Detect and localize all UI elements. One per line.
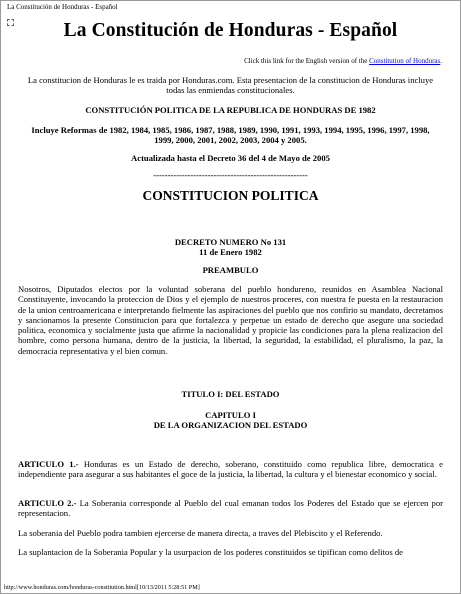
english-prefix: Click this link for the English version of the (244, 57, 370, 65)
updated-text: Actualizada hasta el Decreto 36 del 4 de Mayo de 2005 (131, 153, 330, 163)
decree-number: DECRETO NUMERO No 131 (174, 237, 287, 247)
chapter-i-name: DE LA ORGANIZACION DEL ESTADO (153, 420, 308, 430)
soberania-paragraph: La soberania del Pueblo podra tambien ejercerse de manera directa, a traves del Plebiscito y el Referendo. (18, 528, 383, 538)
preamble-title: PREAMBULO (202, 265, 259, 275)
english-version-line (244, 57, 442, 65)
article-2 (18, 498, 443, 519)
english-suffix: . (440, 57, 442, 65)
page-footer-url: http://www.honduras.com/honduras-constitution.html[10/13/2011 5:28:51 PM] (4, 584, 200, 591)
preamble-text: Nosotros, Diputados electos por la voluntad soberana del pueblo hondureno, reunidos en Asamblea Nacional Constituyente, invocando la proteccion de Dios y el ejemplo de nuestros proceres, con nuestra fe puesta en la restauracion de la union centroamericana e interpretando fielmente las aspiraciones del pueblo que nos confirio su mandato, decretamos y sancionamos la presente Constitucion para que fortalezca y perpetue un estado de derecho que asegure una sociedad politica, economica y socialmente justa que afirme la nacionalidad y propicie las condiciones para la plena realizacion del hombre, como persona humana, dentro de la justicia, la libertad, la seguridad, la estabilidad, el pluralismo, la paz, la democracia representativa y el bien comun. (18, 284, 443, 356)
section-heading: CONSTITUCION POLITICA (142, 188, 319, 203)
chapter-i: CAPITULO I (205, 410, 256, 420)
article-2-label: ARTICULO 2.- (18, 498, 77, 508)
constitution-title: CONSTITUCIÓN POLITICA DE LA REPUBLICA DE HONDURAS DE 1982 (85, 105, 376, 115)
browser-title: La Constitución de Honduras - Español (7, 3, 118, 11)
article-1 (18, 459, 443, 480)
suplantacion-paragraph: La suplantacion de la Soberania Popular y la usurpacion de los poderes constituidos se tipifican como delitos de (18, 547, 403, 557)
separator: ------------------------------------------------------ (153, 170, 308, 180)
article-2-text: La Soberania corresponde al Pueblo del cual emanan todos los Poderes del Estado que se ejercen por representacion. (18, 498, 443, 519)
decree-date: 11 de Enero 1982 (199, 247, 262, 257)
english-version-link[interactable]: Constitution of Honduras (369, 57, 441, 65)
intro-text: La constitucion de Honduras le es traida por Honduras.com. Esta presentacion de la constitucion de Honduras incluye todas las enmiendas constitucionales. (27, 75, 434, 96)
article-1-label: ARTICULO 1.- (18, 459, 79, 469)
page-title: La Constitución de Honduras - Español (63, 20, 398, 41)
reforms-text: Incluye Reformas de 1982, 1984, 1985, 1986, 1987, 1988, 1989, 1990, 1991, 1993, 1994, 1995, 1996, 1997, 1998, 1999, 2000, 2001, 2002, 2003, 2004 y 2005. (31, 125, 430, 146)
title-i: TITULO I: DEL ESTADO (181, 389, 280, 399)
article-1-text: Honduras es un Estado de derecho, soberano, constituido como republica libre, democratica e independiente para asegurar a sus habitantes el goce de la justicia, la libertad, la cultura y el bienestar economico y social. (18, 459, 443, 480)
